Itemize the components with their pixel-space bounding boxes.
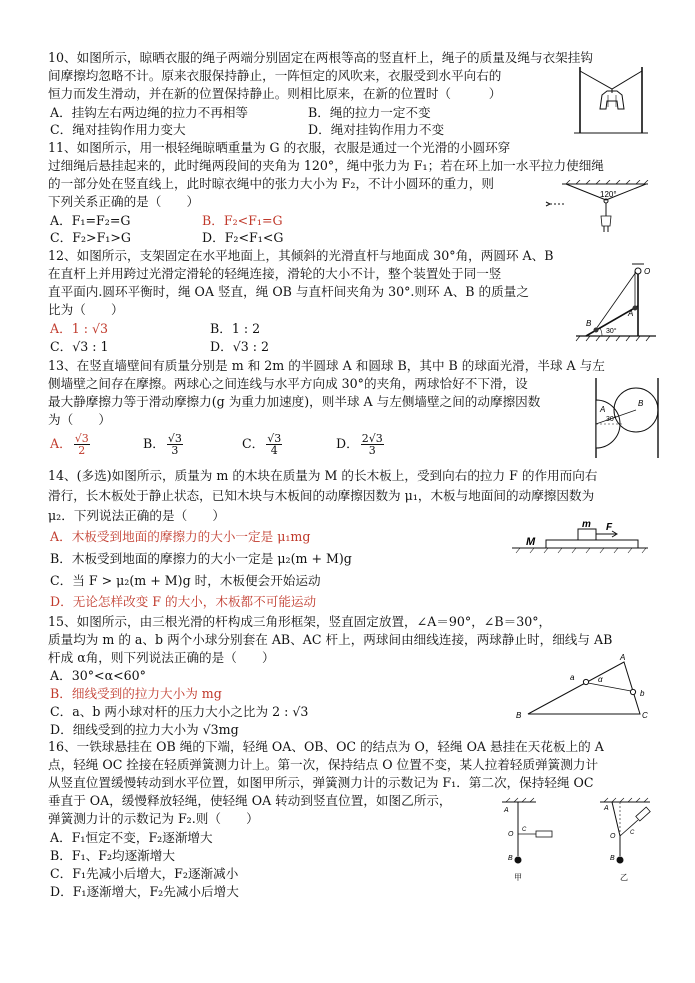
q16-option-a[interactable]: A．F₁恒定不变，F₂逐渐增大 [50, 830, 213, 845]
q11-ring-figure [544, 180, 650, 242]
q14-option-b[interactable]: B．木板受到地面的摩擦力的大小一定是 μ₂(m + M)g [50, 551, 352, 566]
q11-line-2: 过细绳后悬挂起来的，此时绳两段间的夹角为 120°，绳中张力为 F₁；若在环上加一水平拉力使细绳 [48, 158, 604, 173]
q16-line-1: 16、一铁球悬挂在 OB 绳的下端，轻绳 OA、OB、OC 的结点为 O，轻绳 OA 悬挂在天花板上的 A [48, 739, 604, 754]
q12-option-d[interactable]: D．√3 : 2 [210, 339, 269, 354]
q16-option-d[interactable]: D．F₁逐渐增大，F₂先减小后增大 [50, 884, 239, 899]
q13-label-b: B [638, 399, 644, 408]
q11-option-c[interactable]: C．F₂>F₁>G [50, 230, 131, 245]
q13-angle-label: 30° [606, 416, 617, 423]
q16-figure-yi [590, 796, 664, 884]
q13-line-3: 最大静摩擦力等于滑动摩擦力(g 为重力加速度)，则半球 A 与左侧墙壁之间的动摩擦因数 [48, 394, 541, 409]
q11-option-b[interactable]: B．F₂<F₁=G [202, 213, 283, 228]
q15-label-ball-a: a [570, 673, 575, 682]
q12-label-b: B [586, 319, 592, 328]
q11-line-4: 下列关系正确的是（ ） [48, 194, 200, 209]
q13-label-a: A [600, 405, 606, 414]
q11-angle-label: 120° [600, 190, 617, 199]
q15-label-c: C [642, 711, 648, 720]
q13-option-d-fraction: $\frac{2√3}{3}$ [361, 432, 383, 457]
q16-option-c[interactable]: C．F₁先减小后增大，F₂逐渐减小 [50, 866, 239, 881]
q13-option-c-fraction: $\frac{√3}{4}$ [267, 432, 282, 457]
q12-line-2: 在直杆上并用跨过光滑定滑轮的轻绳连接，滑轮的大小不计，整个装置处于同一竖 [48, 266, 502, 281]
q15-label-ball-b: b [640, 689, 645, 698]
q11-line-3: 的一部分处在竖直线上，此时晾衣绳中的张力大小为 F₂，不计小圆环的重力，则 [48, 176, 494, 191]
q16-jia-label-b: B [508, 855, 513, 862]
q14-label-f: F [606, 522, 613, 533]
q12-label-a: A [628, 309, 634, 318]
q13-line-1: 13、在竖直墙壁间有质量分别是 m 和 2m 的半圆球 A 和圆球 B，其中 B 的球面光滑，半球 A 与左 [48, 358, 605, 373]
q14-block-figure [510, 516, 650, 556]
q15-option-c[interactable]: C．a、b 两小球对杆的压力大小之比为 2 : √3 [50, 704, 309, 719]
q10-line-1: 10、如图所示，晾晒衣服的绳子两端分别固定在两根等高的竖直杆上，绳子的质量及绳与衣架挂钩 [48, 50, 593, 65]
q15-label-b: B [516, 711, 522, 720]
q10-option-a[interactable]: A．挂钩左右两边绳的拉力不再相等 [50, 105, 249, 120]
q12-pulley-figure [572, 256, 658, 342]
q15-label-a: A [620, 653, 626, 662]
q14-label-big-m: M [526, 536, 536, 548]
q13-line-2: 侧墙壁之间存在摩擦。两球心之间连线与水平方向成 30°的夹角，两球恰好不下滑，设 [48, 376, 528, 391]
q14-label-small-m: m [582, 519, 591, 530]
q10-line-2: 间摩擦均忽略不计。原来衣服保持静止，一阵恒定的风吹来，衣服受到水平向右的 [48, 68, 502, 83]
q10-clothesline-figure [574, 63, 648, 137]
q15-option-b[interactable]: B．细线受到的拉力大小为 mg [50, 686, 222, 701]
q11-option-d[interactable]: D．F₂<F₁<G [202, 230, 284, 245]
q14-option-a[interactable]: A．木板受到地面的摩擦力的大小一定是 μ₁mg [50, 529, 311, 544]
q13-option-b-fraction: $\frac{√3}{3}$ [167, 432, 182, 457]
q12-line-3: 直平面内.圆环平衡时，绳 OA 竖直，绳 OB 与直杆间夹角为 30°.则环 A、B 的质量之 [48, 284, 529, 299]
q12-line-4: 比为（ ） [48, 302, 124, 317]
q15-line-3: 杆成 α角，则下列说法正确的是（ ） [48, 650, 275, 665]
q15-option-d[interactable]: D．细线受到的拉力大小为 √3mg [50, 722, 239, 737]
q15-line-1: 15、如图所示，由三根光滑的杆构成三角形框架，竖直固定放置，∠A＝90°，∠B＝30°， [48, 614, 552, 629]
q14-line-2: 滑行，长木板处于静止状态，已知木块与木板间的动摩擦因数为 μ₁，木板与地面间的动摩擦因数为 [48, 488, 595, 503]
q16-line-3: 从竖直位置缓慢转动到水平位置，如图甲所示，弹簧测力计的示数记为 F₁．第二次，保持轻绳 OC [48, 775, 594, 790]
q11-line-1: 11、如图所示，用一根轻绳晾晒重量为 G 的衣服，衣服是通过一个光滑的小圆环穿 [48, 140, 511, 155]
q16-caption-yi: 乙 [620, 873, 628, 882]
q16-yi-label-c: C [630, 830, 635, 836]
q16-yi-label-o: O [610, 833, 616, 840]
q13-option-b-letter: B． [143, 436, 165, 451]
q10-option-d[interactable]: D．绳对挂钩作用力不变 [308, 122, 445, 137]
q13-option-a-letter: A． [50, 436, 72, 451]
q13-option-b[interactable] [143, 428, 185, 460]
q12-angle-label: 30° [606, 328, 617, 335]
q12-option-c[interactable]: C．√3 : 1 [50, 339, 109, 354]
q13-option-d-letter: D． [336, 436, 359, 451]
q15-line-2: 质量均为 m 的 a、b 两个小球分别套在 AB、AC 杆上，两球间由细线连接，两球静止时，细线与 AB [48, 632, 613, 647]
q16-option-b[interactable]: B．F₁、F₂均逐渐增大 [50, 848, 175, 863]
q14-option-d[interactable]: D．无论怎样改变 F 的大小，木板都不可能运动 [50, 594, 317, 609]
q16-yi-label-b: B [610, 855, 615, 862]
q12-option-a[interactable]: A．1 : √3 [50, 321, 108, 336]
q15-triangle-figure [512, 652, 664, 724]
q16-jia-label-a: A [504, 807, 509, 814]
q16-jia-label-c: C [522, 827, 527, 833]
q14-line-1: 14、(多选)如图所示，质量为 m 的木块在质量为 M 的长木板上，受到向右的拉力 F 的作用而向右 [48, 468, 598, 483]
q15-option-a[interactable]: A．30°<α<60° [50, 668, 146, 683]
q13-spheres-figure [592, 378, 662, 458]
q12-option-b[interactable]: B．1 : 2 [210, 321, 261, 336]
q13-option-a-fraction: $\frac{√3}{2}$ [74, 432, 89, 457]
q14-option-c[interactable]: C．当 F > μ₂(m + M)g 时，木板便会开始运动 [50, 573, 321, 588]
q16-line-5: 弹簧测力计的示数记为 F₂.则（ ） [48, 811, 259, 826]
q12-label-o: O [644, 267, 651, 276]
q13-option-d[interactable] [336, 428, 386, 460]
q13-option-c[interactable] [242, 428, 284, 460]
q13-option-c-letter: C． [242, 436, 265, 451]
q12-line-1: 12、如图所示，支架固定在水平地面上，其倾斜的光滑直杆与地面成 30°角，两圆环 A、B [48, 248, 554, 263]
q16-figure-jia [496, 796, 566, 884]
q10-option-c[interactable]: C．绳对挂钩作用力变大 [50, 122, 186, 137]
q11-option-a[interactable]: A．F₁=F₂=G [50, 213, 131, 228]
q14-line-3: μ₂．下列说法正确的是（ ） [48, 508, 225, 523]
q16-yi-label-a: A [604, 805, 609, 812]
q15-label-alpha: α [598, 675, 603, 684]
q13-option-a[interactable] [50, 428, 92, 460]
q10-line-3: 恒力而发生滑动，并在新的位置保持静止。则相比原来，在新的位置时（ ） [48, 86, 502, 101]
q10-option-b[interactable]: B．绳的拉力一定不变 [308, 105, 431, 120]
q16-jia-label-o: O [508, 831, 514, 838]
q16-line-2: 点，轻绳 OC 拴接在轻质弹簧测力计上。第一次，保持结点 O 位置不变，某人拉着轻质弹簧测力计 [48, 757, 599, 772]
q13-line-4: 为（ ） [48, 412, 111, 427]
q16-caption-jia: 甲 [514, 873, 522, 882]
q16-line-4: 垂直于 OA，缓慢释放轻绳，使轻绳 OA 转动到竖直位置，如图乙所示， [48, 793, 452, 808]
